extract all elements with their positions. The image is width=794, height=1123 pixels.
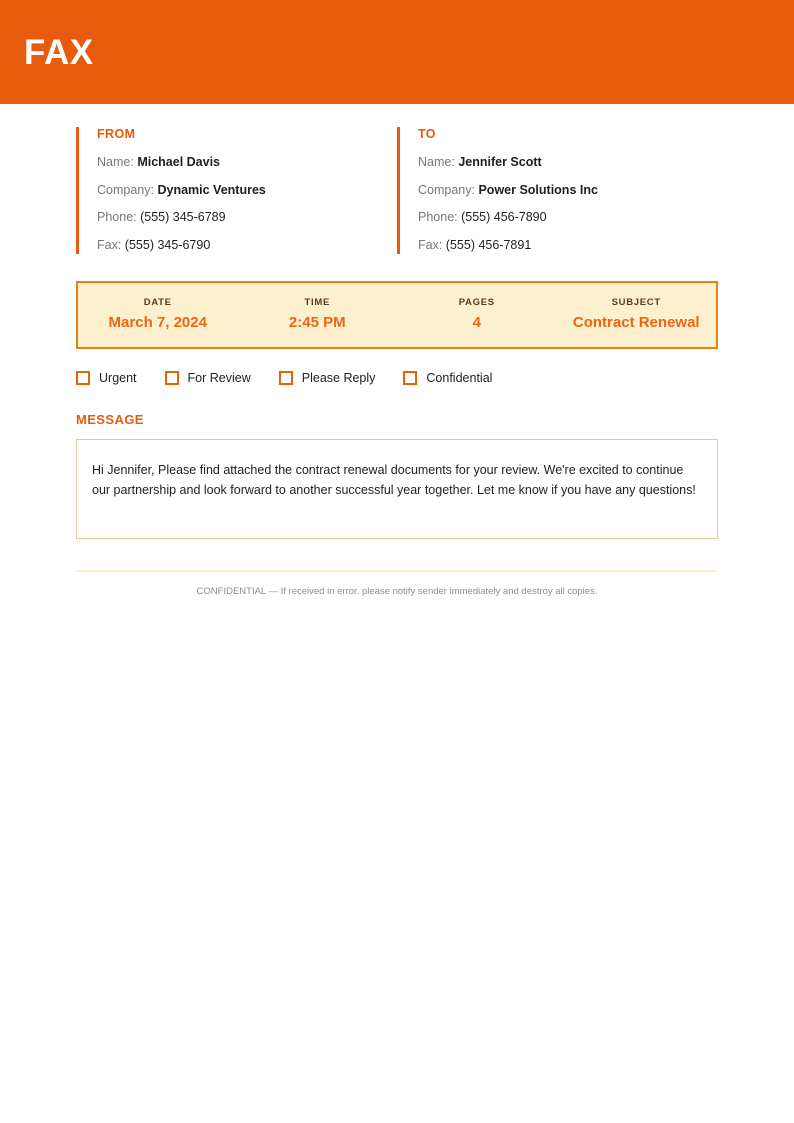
to-phone-row	[418, 210, 718, 226]
footer	[76, 570, 718, 597]
to-block	[397, 127, 718, 254]
meta-value-subject: Contract Renewal	[572, 313, 700, 331]
meta-cell-pages	[397, 297, 557, 331]
from-name-label: Name:	[97, 155, 134, 169]
message-body: Hi Jennifer, Please find attached the contract renewal documents for your review. We're excited to continue our partnership and look forward to another successful year together. Let me know if you have any questions!	[92, 462, 696, 497]
footer-confidentiality-notice: CONFIDENTIAL — If received in error, please notify sender immediately and destroy all copies.	[196, 585, 598, 597]
to-phone-value: (555) 456-7890	[461, 210, 547, 225]
flag-urgent-label: Urgent	[99, 370, 137, 385]
from-phone-row	[97, 210, 397, 226]
parties-section	[76, 127, 718, 254]
meta-label-time: TIME	[304, 296, 330, 308]
checkbox-confidential-icon[interactable]	[403, 371, 417, 385]
flag-please-reply[interactable]	[279, 371, 376, 385]
to-company-row	[418, 183, 718, 199]
flag-please-reply-label: Please Reply	[301, 370, 376, 385]
message-box	[76, 439, 718, 539]
to-heading: TO	[418, 127, 436, 141]
meta-label-date: DATE	[143, 296, 172, 308]
from-name-row	[97, 155, 397, 171]
to-fax-label: Fax:	[418, 237, 443, 252]
checkbox-urgent-icon[interactable]	[76, 371, 90, 385]
from-block	[76, 127, 397, 254]
meta-value-pages: 4	[472, 313, 481, 331]
message-heading: MESSAGE	[76, 411, 144, 427]
flag-for-review[interactable]	[165, 371, 251, 385]
from-phone-label: Phone:	[97, 210, 137, 225]
from-fax-row	[97, 238, 397, 254]
fax-cover-sheet	[0, 127, 794, 597]
to-phone-label: Phone:	[418, 210, 458, 225]
to-fax-value: (555) 456-7891	[445, 237, 532, 252]
flag-urgent[interactable]	[76, 371, 137, 385]
meta-value-time: 2:45 PM	[288, 313, 346, 331]
meta-cell-date	[78, 297, 238, 331]
to-name-label: Name:	[418, 155, 455, 169]
fax-meta-bar	[76, 281, 718, 349]
to-fax-row	[418, 238, 718, 254]
from-phone-value: (555) 345-6789	[140, 210, 226, 225]
page-title: FAX	[24, 32, 94, 72]
to-name-row	[418, 155, 718, 171]
flag-for-review-label: For Review	[187, 370, 251, 385]
from-name-value: Michael Davis	[137, 155, 220, 169]
from-heading: FROM	[97, 127, 136, 141]
meta-cell-time	[238, 297, 398, 331]
from-company-value: Dynamic Ventures	[157, 182, 266, 197]
from-company-row	[97, 183, 397, 199]
meta-label-pages: PAGES	[458, 296, 495, 308]
meta-value-date: March 7, 2024	[108, 313, 207, 331]
from-fax-value: (555) 345-6790	[124, 237, 211, 252]
from-fax-label: Fax:	[97, 237, 122, 252]
checkbox-please-reply-icon[interactable]	[279, 371, 293, 385]
to-company-label: Company:	[418, 182, 475, 197]
to-company-value: Power Solutions Inc	[478, 182, 598, 197]
meta-cell-subject	[557, 297, 717, 331]
to-name-value: Jennifer Scott	[458, 155, 542, 169]
fax-header-band	[0, 0, 794, 104]
from-company-label: Company:	[97, 182, 154, 197]
flag-confidential-label: Confidential	[426, 370, 493, 385]
meta-label-subject: SUBJECT	[611, 296, 661, 308]
flag-checkbox-row	[76, 371, 718, 385]
flag-confidential[interactable]	[403, 371, 492, 385]
checkbox-for-review-icon[interactable]	[165, 371, 179, 385]
